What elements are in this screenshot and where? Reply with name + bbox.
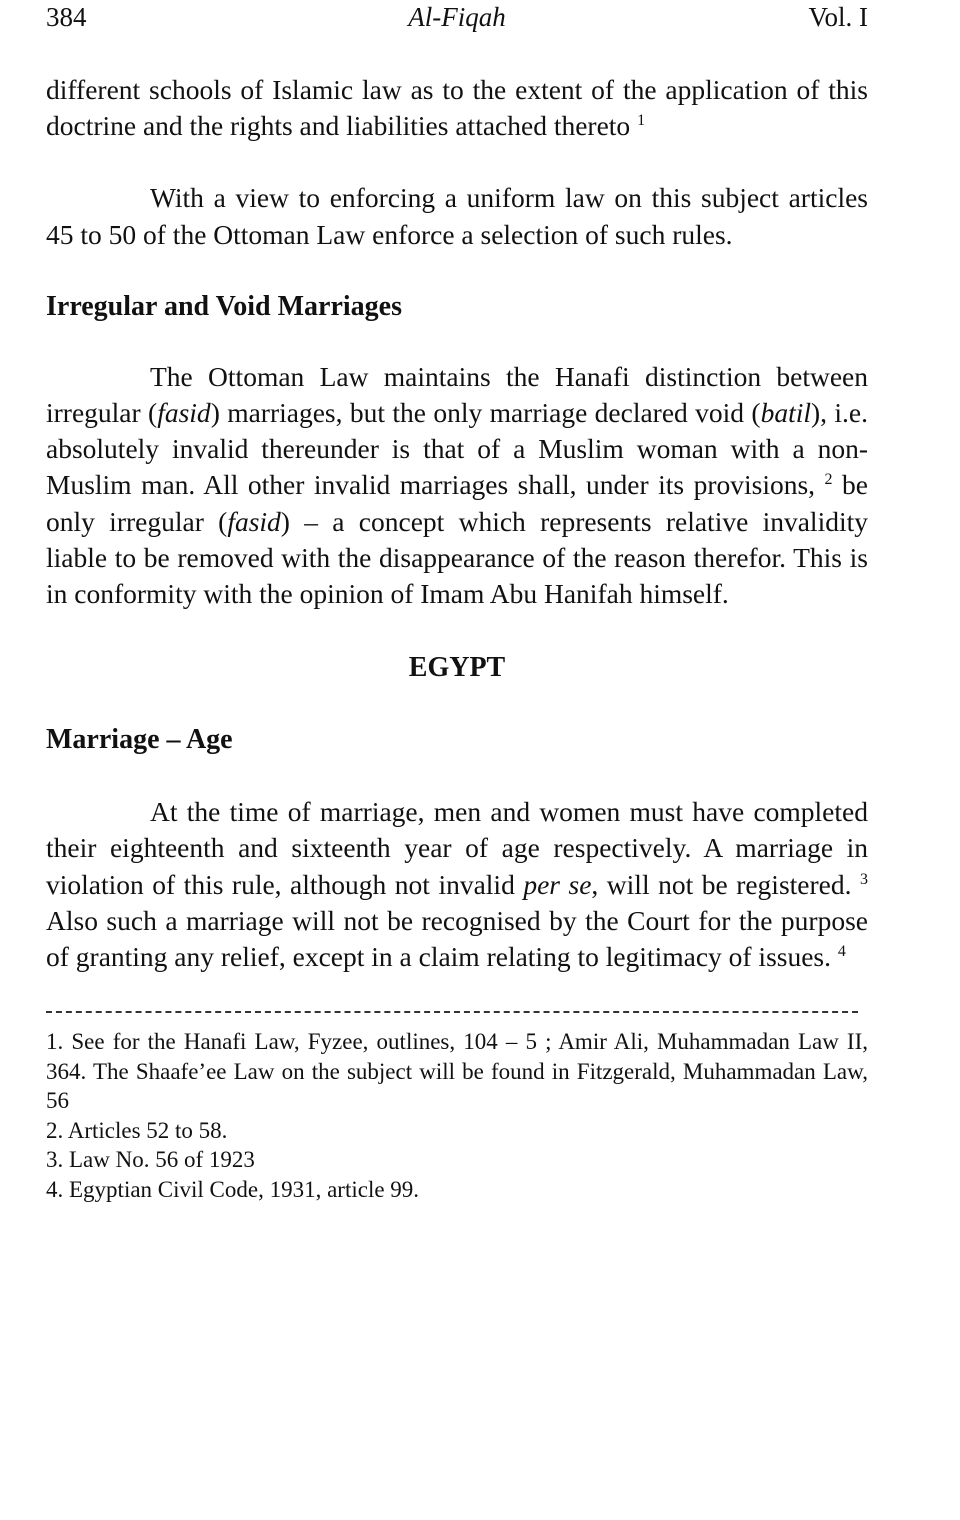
paragraph-ottoman-articles [46,180,868,252]
paragraph-text: With a view to enforcing a uniform law on this subject articles 45 to 50 of the Ottoman Law enforce a selection of such rules. [46,182,868,250]
book-title: Al-Fiqah [408,2,506,32]
footnote-2: 2. Articles 52 to 58. [46,1117,228,1143]
italic-term: per se [523,868,592,900]
page-number: 384 [46,2,87,32]
footnote-ref-2: 2 [824,471,833,489]
running-header [46,0,868,40]
volume-label: Vol. I [808,2,868,32]
text-run: ), i.e. absolutely invalid thereunder is that of a Muslim woman with a non-Muslim man. All other invalid marriages shall, under its provisions, [46,397,868,501]
section-heading-irregular-void: Irregular and Void Marriages [46,290,402,322]
footnote-4: 4. Egyptian Civil Code, 1931, article 99. [46,1176,420,1202]
text-run: , will not be registered. [591,868,852,900]
text-run: The Ottoman Law maintains the Hanafi distinction between irregular ( [46,360,868,429]
text-run: ) marriages, but the only marriage declared void ( [210,397,761,429]
paragraph-text: different schools of Islamic law as to the extent of the application of this doctrine and the rights and liabilities attached thereto [46,74,868,142]
document-page [46,0,868,1204]
footnote-ref-4: 4 [837,942,846,960]
text-run: be only irregular ( [46,469,868,537]
text-run: ) – a concept which represents relative invalidity liable to be removed with the disappearance of the reason therefor. This is in conformity with the opinion of Imam Abu Hanifah himself. [46,505,868,610]
section-heading-egypt: EGYPT [408,652,506,684]
paragraph-marriage-age [46,794,868,975]
subsection-heading-marriage-age: Marriage – Age [46,724,233,756]
footnote-3: 3. Law No. 56 of 1923 [46,1147,255,1173]
footnote-divider [46,1011,858,1013]
italic-term: fasid [227,505,281,537]
text-run: Also such a marriage will not be recognised by the Court for the purpose of granting any relief, except in a claim relating to legitimacy of issues. [46,904,868,973]
italic-term: batil [760,397,811,429]
footnote-1: 1. See for the Hanafi Law, Fyzee, outlines, 104 – 5 ; Amir Ali, Muhammadan Law II, 364. The Shaafe’ee Law on the subject will be found in Fitzgerald, Muhammadan Law, 56 [46,1029,868,1114]
text-run: At the time of marriage, men and women must have completed their eighteenth and sixteenth year of age respectively. A marriage in violation of this rule, although not invalid [46,796,868,900]
paragraph-irregular-void [46,359,868,612]
paragraph-continuation [46,72,868,144]
italic-term: fasid [157,397,211,429]
footnote-ref-1: 1 [637,112,646,130]
footnote-ref-3: 3 [860,870,869,888]
footnotes [46,1027,868,1204]
